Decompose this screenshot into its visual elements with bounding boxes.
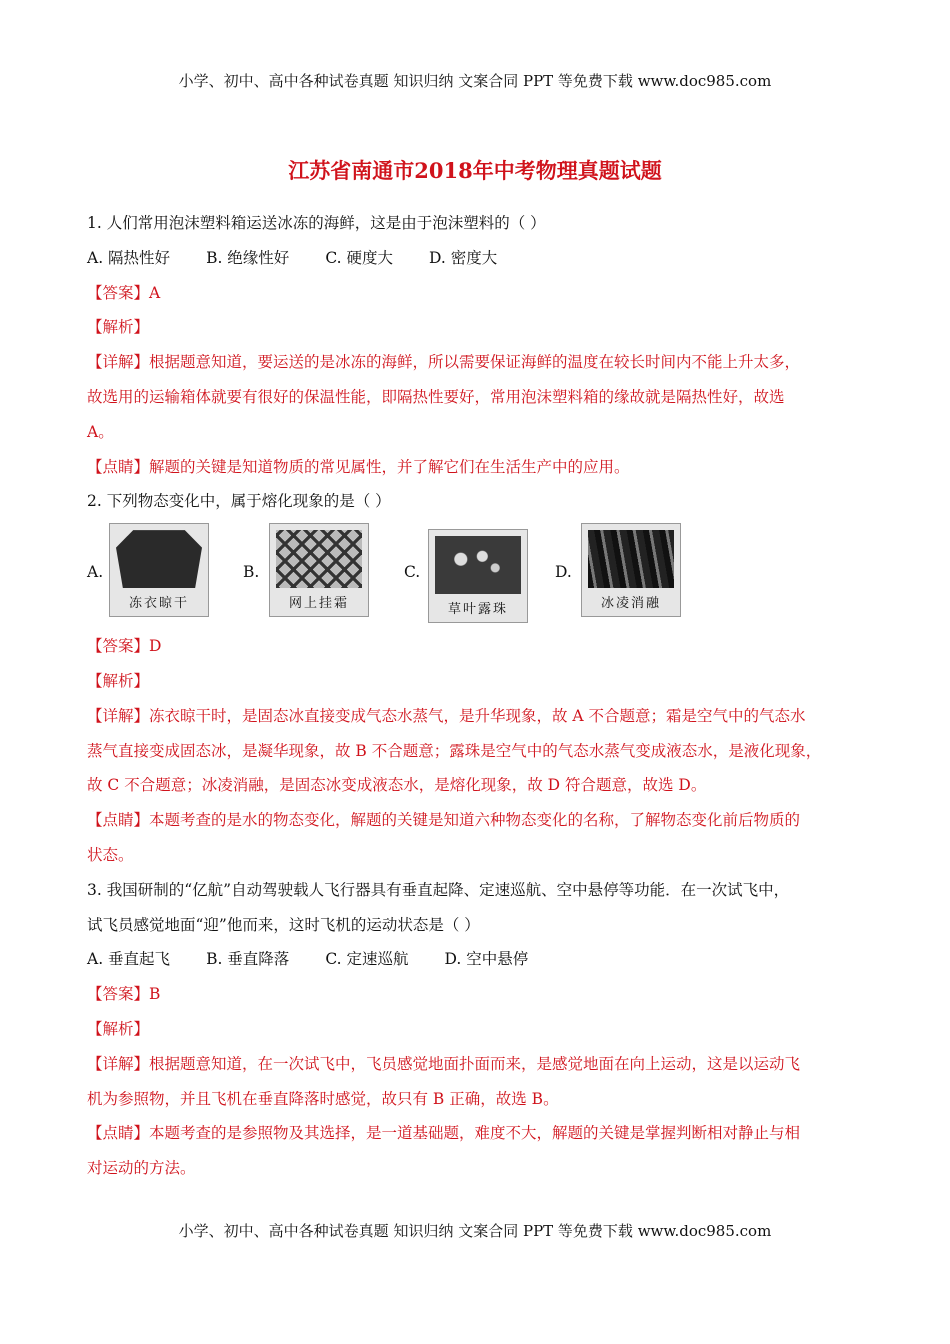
q2-option-c-label: C. xyxy=(404,563,421,582)
q1-answer: 【答案】A xyxy=(87,283,161,302)
q1-analysis-label: 【解析】 xyxy=(87,318,150,337)
q1-option-b: B. 绝缘性好 xyxy=(206,248,290,267)
q3-tip: 【点睛】本题考查的是参照物及其选择，是一道基础题，难度不大，解题的关键是掌握判断相对静止与相 xyxy=(87,1124,801,1143)
q3-answer: 【答案】B xyxy=(87,985,161,1004)
q2-detail-line: 【详解】冻衣晾干时，是固态冰直接变成气态水蒸气，是升华现象，故 A 不合题意；霜是空气中的气态水 xyxy=(87,706,806,725)
icicle-melt-photo xyxy=(581,523,681,617)
frost-net-photo xyxy=(269,523,369,617)
coat-shape xyxy=(116,530,202,588)
q1-tip: 【点睛】解题的关键是知道物质的常见属性，并了解它们在生活生产中的应用。 xyxy=(87,457,630,476)
icicle-shape xyxy=(588,530,674,588)
q2-analysis-label: 【解析】 xyxy=(87,671,150,690)
q2-option-d-caption: 冰凌消融 xyxy=(600,596,661,612)
q3-option-a: A. 垂直起飞 xyxy=(87,950,171,969)
q2-tip: 状态。 xyxy=(87,845,134,864)
q2-option-b-label: B. xyxy=(243,563,260,582)
page-title: 江苏省南通市2018年中考物理真题试题 xyxy=(288,158,662,183)
q3-detail-line: 【详解】根据题意知道，在一次试飞中，飞员感觉地面扑面而来，是感觉地面在向上运动，这是以运动飞 xyxy=(87,1054,801,1073)
q3-stem: 试飞员感觉地面“迎”他而来，这时飞机的运动状态是（ ） xyxy=(87,915,480,934)
q1-detail-line: A。 xyxy=(87,422,114,441)
frozen-clothes-photo xyxy=(109,523,209,617)
q2-option-b-caption: 网上挂霜 xyxy=(288,596,349,612)
q2-detail-line: 蒸气直接变成固态冰，是凝华现象，故 B 不合题意；露珠是空气中的气态水蒸气变成液态水，是液化现象， xyxy=(87,741,822,760)
q3-stem: 3. 我国研制的“亿航”自动驾驶载人飞行器具有垂直起降、定速巡航、空中悬停等功能．在一次试飞中， xyxy=(87,880,790,899)
q3-option-d: D. 空中悬停 xyxy=(444,950,529,969)
q3-option-c: C. 定速巡航 xyxy=(325,950,409,969)
q2-tip: 【点睛】本题考查的是水的物态变化，解题的关键是知道六种物态变化的名称，了解物态变化前后物质的 xyxy=(87,811,801,830)
page-header: 小学、初中、高中各种试卷真题 知识归纳 文案合同 PPT 等免费下载 www.doc985.com xyxy=(178,72,772,90)
net-shape xyxy=(276,530,362,588)
q3-detail-line: 机为参照物，并且飞机在垂直降落时感觉，故只有 B 正确，故选 B。 xyxy=(87,1089,559,1108)
q2-option-a-caption: 冻衣晾干 xyxy=(128,596,189,612)
q1-stem: 1. 人们常用泡沫塑料箱运送冰冻的海鲜，这是由于泡沫塑料的（ ） xyxy=(87,214,546,232)
q1-detail-line: 故选用的运输箱体就要有很好的保温性能，即隔热性要好，常用泡沫塑料箱的缘故就是隔热性好，故选 xyxy=(87,387,785,406)
q1-option-d: D. 密度大 xyxy=(428,248,498,267)
question-list xyxy=(87,206,877,1186)
q3-option-b: B. 垂直降落 xyxy=(206,950,290,969)
q3-tip: 对运动的方法。 xyxy=(87,1159,196,1178)
q1-detail-line: 【详解】根据题意知道，要运送的是冰冻的海鲜，所以需要保证海鲜的温度在较长时间内不能上升太多， xyxy=(87,353,801,372)
q3-options xyxy=(87,942,877,977)
q1-option-c: C. 硬度大 xyxy=(325,248,393,267)
q2-option-a-label: A. xyxy=(87,563,104,582)
page-footer: 小学、初中、高中各种试卷真题 知识归纳 文案合同 PPT 等免费下载 www.doc985.com xyxy=(178,1222,772,1240)
q2-answer: 【答案】D xyxy=(87,637,162,656)
q1-options xyxy=(87,241,877,276)
q2-option-c-caption: 草叶露珠 xyxy=(447,602,508,618)
q2-image-options xyxy=(87,523,877,625)
dew-shape xyxy=(435,536,521,594)
q2-option-d-label: D. xyxy=(555,563,572,582)
q2-detail-line: 故 C 不合题意；冰凌消融，是固态冰变成液态水，是熔化现象，故 D 符合题意，故选 D。 xyxy=(87,776,707,795)
dew-leaf-photo xyxy=(428,529,528,623)
q2-stem: 2. 下列物态变化中，属于熔化现象的是（ ） xyxy=(87,492,391,511)
q3-analysis-label: 【解析】 xyxy=(87,1019,150,1038)
q1-option-a: A. 隔热性好 xyxy=(87,248,171,267)
